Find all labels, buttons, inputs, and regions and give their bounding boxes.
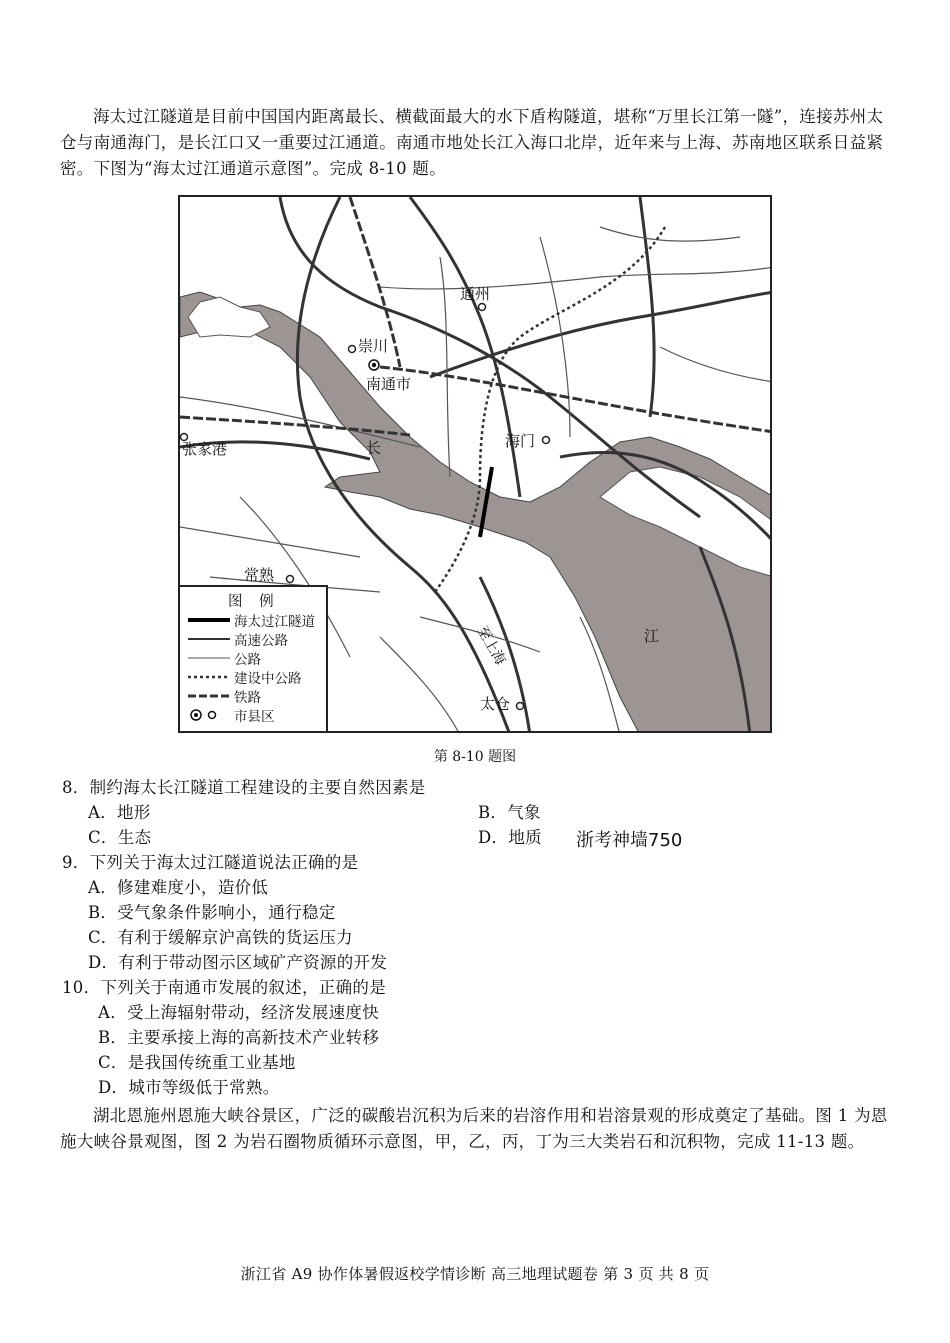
label-river-chang: 长: [366, 439, 382, 457]
label-tongzhou: 通州: [460, 285, 491, 303]
river-island-west: [188, 297, 270, 337]
question-9-option-c: C．有利于缓解京沪高铁的货运压力: [88, 928, 353, 947]
question-9-option-a: A．修建难度小，造价低: [88, 878, 269, 897]
question-8-option-d: D．地质: [478, 828, 542, 847]
question-10-option-d: D．城市等级低于常熟。: [98, 1078, 280, 1097]
question-10-option-a: A．受上海辐射带动，经济发展速度快: [98, 1003, 380, 1022]
label-zhangjiagang: 张家港: [182, 440, 228, 458]
label-haimen: 海门: [505, 432, 536, 450]
legend-item-road: 公路: [234, 652, 261, 668]
question-8-option-c: C．生态: [88, 828, 152, 847]
label-zhishanghai: 至上海: [473, 623, 509, 668]
legend-item-city: 市县区: [186, 706, 275, 724]
figure-caption: 第 8-10 题图: [433, 749, 517, 765]
legend-item-construction: 建设中公路: [234, 671, 302, 687]
question-8-stem: 8．制约海太长江隧道工程建设的主要自然因素是: [62, 778, 426, 797]
question-9-stem: 9．下列关于海太过江隧道说法正确的是: [62, 853, 359, 872]
label-river-jiang: 江: [644, 627, 660, 645]
legend-item-railway: 铁路: [234, 690, 261, 706]
label-taicang: 太仓: [480, 695, 511, 713]
question-9-option-b: B．受气象条件影响小，通行稳定: [88, 903, 336, 922]
label-chongchuan: 崇川: [358, 337, 389, 355]
watermark: 浙考神墙750: [576, 830, 683, 851]
legend-item-highway: 高速公路: [234, 633, 288, 649]
page-footer: 浙江省 A9 协作体暑假返校学情诊断 高三地理试题卷 第 3 页 共 8 页: [240, 1265, 710, 1283]
question-8-option-b: B．气象: [478, 803, 541, 822]
question-10-stem: 10．下列关于南通市发展的叙述，正确的是: [62, 978, 386, 997]
intro-paragraph-1: 海太过江隧道是目前中国国内距离最长、横截面最大的水下盾构隧道，堪称“万里长江第一隧”，连接苏州太仓与南通海门，是长江口又一重要过江通道。南通市地处长江入海口北岸，近年来与上海、苏南地区联系日益紧密。下图为“海太过江通道示意图”。完成 8-10 题。: [60, 107, 884, 178]
question-10-option-c: C．是我国传统重工业基地: [98, 1053, 296, 1072]
question-10-option-b: B．主要承接上海的高新技术产业转移: [98, 1028, 380, 1047]
label-changshu: 常熟: [244, 566, 275, 584]
question-8-option-a: A．地形: [88, 803, 151, 822]
label-nantong: 南通市: [366, 375, 412, 393]
intro-paragraph-2: 湖北恩施州恩施大峡谷景区，广泛的碳酸岩沉积为后来的岩溶作用和岩溶景观的形成奠定了基础。图 1 为恩施大峡谷景观图，图 2 为岩石圈物质循环示意图，甲，乙，丙，丁为三大类岩石和沉积物，完成 11-13 题。: [60, 1106, 888, 1151]
legend-title: 图 例: [228, 594, 280, 610]
map-legend: [180, 585, 328, 731]
question-9-option-d: D．有利于带动图示区域矿产资源的开发: [88, 953, 388, 972]
tunnel-map: [178, 195, 772, 733]
legend-item-tunnel: 海太过江隧道: [234, 614, 315, 630]
